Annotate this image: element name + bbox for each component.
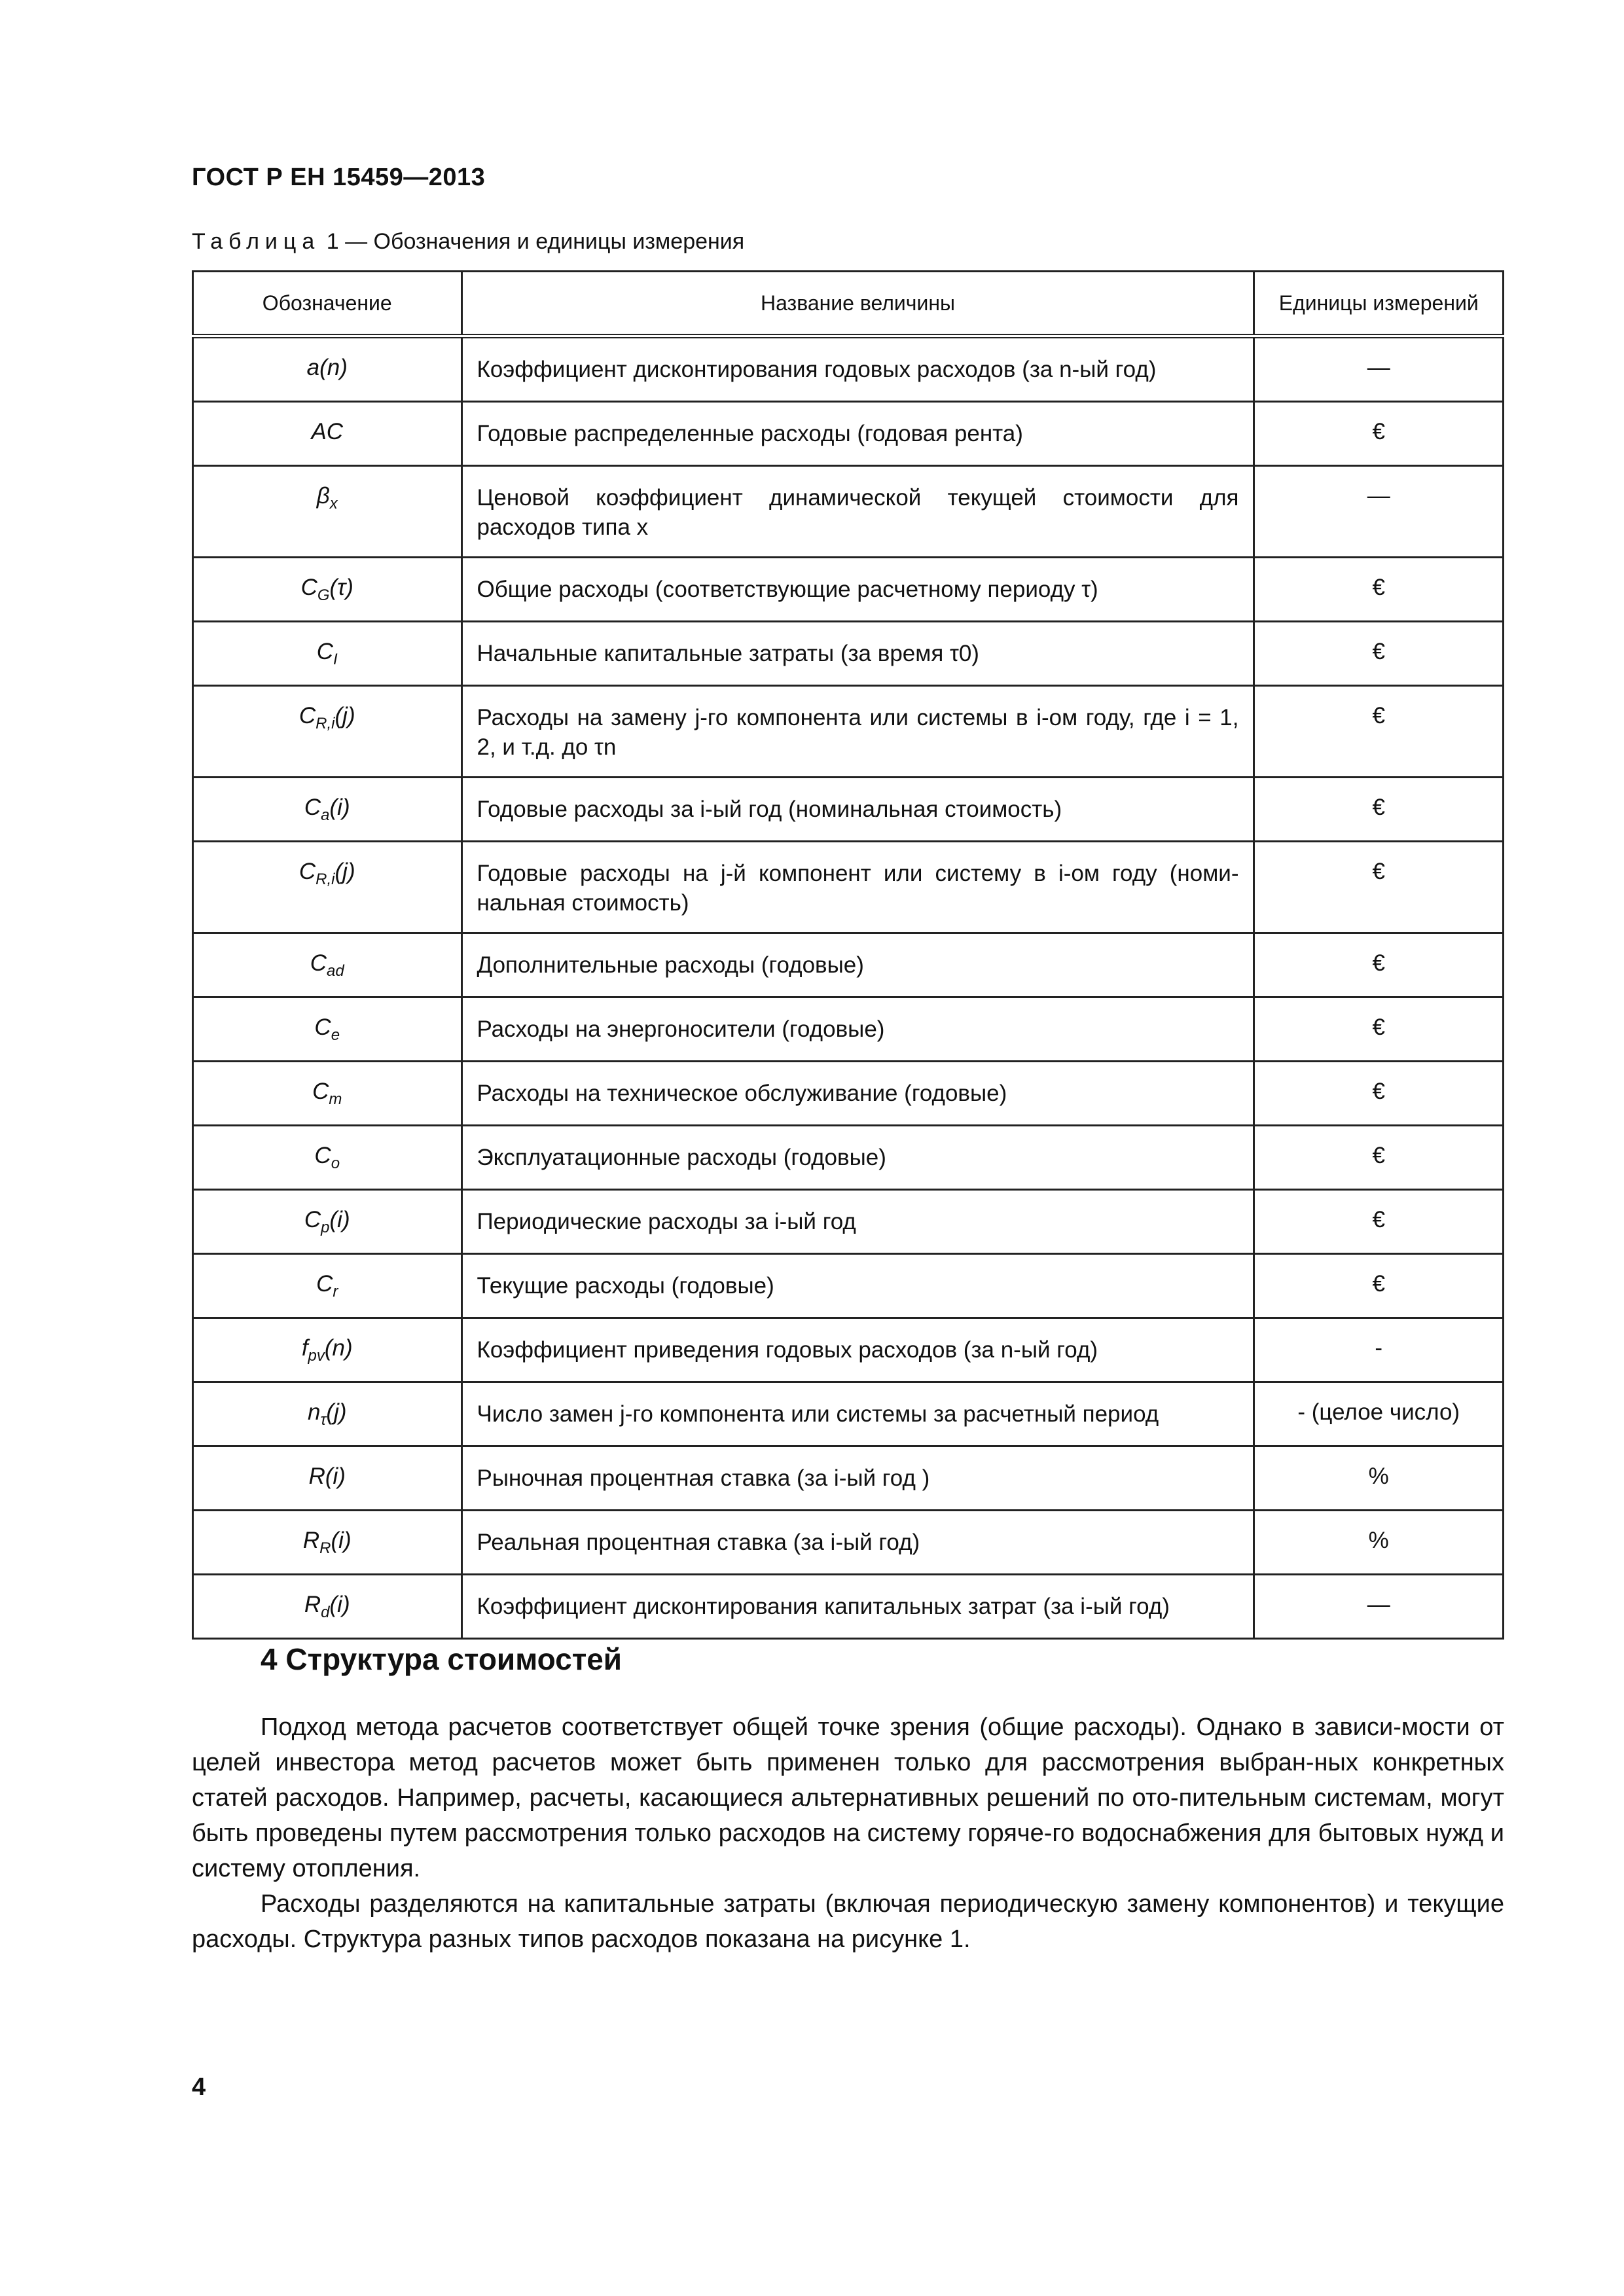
unit-cell: € [1254, 1190, 1504, 1254]
symbol-cell [193, 686, 462, 778]
unit-cell: % [1254, 1446, 1504, 1511]
unit-cell: € [1254, 933, 1504, 997]
table-row [193, 1254, 1504, 1318]
symbol-argument: (j) [334, 703, 355, 728]
symbol-argument: (i) [329, 1207, 350, 1232]
symbol-argument: (i) [329, 1592, 350, 1617]
symbol-subscript: R,i [316, 715, 335, 732]
table-row [193, 842, 1504, 933]
symbol-main: C [314, 1143, 331, 1168]
symbol-main: C [300, 575, 317, 600]
symbol-cell [193, 778, 462, 842]
table-row [193, 1575, 1504, 1639]
quantity-name-cell: Коэффициент дисконтирования годовых расходов (за n-ый год) [461, 336, 1254, 402]
symbol-cell [193, 997, 462, 1062]
unit-cell: € [1254, 686, 1504, 778]
table-caption [192, 229, 744, 255]
table-row [193, 933, 1504, 997]
quantity-name-cell: Годовые распределенные расходы (годовая рента) [461, 402, 1254, 466]
paragraph: Расходы разделяются на капитальные затраты (включая периодическую замену компонентов) и текущие расходы. Структура разных типов расходов показана на рисунке 1. [192, 1890, 1504, 1953]
symbol-main: C [304, 1207, 321, 1232]
table-row [193, 686, 1504, 778]
quantity-name-cell: Начальные капитальные затраты (за время τ0) [461, 622, 1254, 686]
symbol-subscript: ad [327, 962, 344, 980]
symbol-subscript: pv [308, 1347, 325, 1365]
symbol-main: C [298, 703, 316, 728]
symbol-subscript: G [317, 586, 330, 604]
table-row [193, 1190, 1504, 1254]
symbol-cell [193, 1190, 462, 1254]
unit-cell: - [1254, 1318, 1504, 1382]
section-title: 4 Структура стоимостей [261, 1642, 623, 1676]
unit-cell: € [1254, 778, 1504, 842]
symbol-cell [193, 622, 462, 686]
unit-cell: — [1254, 466, 1504, 558]
table-caption-label: Таблица [192, 229, 321, 254]
symbol-main: C [316, 639, 334, 664]
symbol-cell [193, 933, 462, 997]
quantity-name-cell: Годовые расходы за i-ый год (номинальная стоимость) [461, 778, 1254, 842]
symbol-cell [193, 1446, 462, 1511]
table-row [193, 1318, 1504, 1382]
quantity-name-cell: Расходы на замену j-го компонента или системы в i-ом году, где i = 1, 2, и т.д. до τn [461, 686, 1254, 778]
unit-cell: € [1254, 622, 1504, 686]
quantity-name-cell: Эксплуатационные расходы (годовые) [461, 1126, 1254, 1190]
table-row [193, 1062, 1504, 1126]
quantity-name-cell: Рыночная процентная ставка (за i-ый год ) [461, 1446, 1254, 1511]
symbol-main: f [301, 1335, 308, 1361]
unit-cell: € [1254, 1254, 1504, 1318]
unit-cell: % [1254, 1511, 1504, 1575]
symbol-main: C [310, 950, 327, 976]
symbol-cell [193, 1318, 462, 1382]
table-body [193, 336, 1504, 1639]
unit-cell: € [1254, 558, 1504, 622]
symbols-table [192, 270, 1504, 1640]
unit-cell: - (целое число) [1254, 1382, 1504, 1446]
column-header-name: Название величины [461, 272, 1254, 336]
table-row [193, 622, 1504, 686]
symbol-subscript: I [333, 651, 338, 668]
symbol-main: C [316, 1271, 333, 1297]
symbol-argument: (j) [334, 859, 355, 884]
paragraph: Подход метода расчетов соответствует общей точке зрения (общие расходы). Однако в зависи-мости от целей инвестора метод расчетов может быть применен только для рассмотрения выбран-ных конкретных статей расходов. Например, расчеты, касающиеся альтернативных решений по ото-пительным системам, могут быть проведены путем рассмотрения только расходов на систему горяче-го водоснабжения для бытовых нужд и систему отопления. [192, 1713, 1504, 1882]
unit-cell: € [1254, 842, 1504, 933]
table-row [193, 1446, 1504, 1511]
quantity-name-cell: Число замен j-го компонента или системы за расчетный период [461, 1382, 1254, 1446]
symbol-argument: (i) [329, 795, 350, 820]
symbol-subscript: d [321, 1604, 330, 1621]
symbol-subscript: m [329, 1090, 342, 1108]
quantity-name-cell: Коэффициент приведения годовых расходов (за n-ый год) [461, 1318, 1254, 1382]
quantity-name-cell: Текущие расходы (годовые) [461, 1254, 1254, 1318]
table-row [193, 466, 1504, 558]
table-row [193, 1126, 1504, 1190]
symbol-cell [193, 1511, 462, 1575]
symbol-main: R(i) [308, 1463, 346, 1489]
symbol-argument: (i) [331, 1528, 352, 1553]
symbol-cell [193, 1062, 462, 1126]
symbol-main: C [314, 1014, 331, 1040]
unit-cell: € [1254, 402, 1504, 466]
symbol-cell [193, 1382, 462, 1446]
symbol-main: AC [311, 419, 344, 444]
unit-cell: € [1254, 1062, 1504, 1126]
symbol-argument: (n) [324, 1335, 353, 1361]
table-caption-text: 1 — Обозначения и единицы измерения [320, 229, 745, 254]
table-row [193, 1382, 1504, 1446]
symbol-main: a(n) [306, 355, 348, 380]
symbol-cell [193, 336, 462, 402]
quantity-name-cell: Периодические расходы за i-ый год [461, 1190, 1254, 1254]
symbol-main: C [298, 859, 316, 884]
table-row [193, 336, 1504, 402]
unit-cell: € [1254, 997, 1504, 1062]
unit-cell: € [1254, 1126, 1504, 1190]
quantity-name-cell: Общие расходы (соответствующие расчетному периоду τ) [461, 558, 1254, 622]
symbol-main: R [304, 1592, 321, 1617]
symbol-main: n [307, 1399, 321, 1425]
column-header-units: Единицы измерений [1254, 272, 1504, 336]
table-row [193, 402, 1504, 466]
table-row [193, 558, 1504, 622]
quantity-name-cell: Расходы на энергоносители (годовые) [461, 997, 1254, 1062]
symbol-main: R [302, 1528, 320, 1553]
quantity-name-cell: Дополнительные расходы (годовые) [461, 933, 1254, 997]
symbol-cell [193, 1126, 462, 1190]
quantity-name-cell: Расходы на техническое обслуживание (годовые) [461, 1062, 1254, 1126]
unit-cell: — [1254, 1575, 1504, 1639]
quantity-name-cell: Реальная процентная ставка (за i-ый год) [461, 1511, 1254, 1575]
symbol-cell [193, 558, 462, 622]
symbol-subscript: a [321, 806, 330, 824]
table-row [193, 1511, 1504, 1575]
symbol-cell [193, 842, 462, 933]
symbol-main: C [312, 1079, 329, 1104]
table-row [193, 778, 1504, 842]
symbol-subscript: e [331, 1026, 340, 1044]
table-header-row [193, 272, 1504, 336]
symbol-main: C [304, 795, 321, 820]
symbol-main: β [316, 483, 330, 509]
page-number: 4 [192, 2073, 206, 2101]
symbol-argument: (j) [326, 1399, 347, 1425]
symbol-subscript: p [321, 1219, 330, 1236]
symbol-subscript: τ [320, 1411, 327, 1429]
document-code-header: ГОСТ Р ЕН 15459—2013 [192, 164, 486, 191]
quantity-name-cell: Годовые расходы на j-й компонент или систему в i-ом году (номи-нальная стоимость) [461, 842, 1254, 933]
symbol-cell [193, 466, 462, 558]
column-header-symbol: Обозначение [193, 272, 462, 336]
symbol-argument: (τ) [329, 575, 353, 600]
quantity-name-cell: Коэффициент дисконтирования капитальных затрат (за i-ый год) [461, 1575, 1254, 1639]
symbol-subscript: o [331, 1155, 340, 1172]
table-row [193, 997, 1504, 1062]
symbol-cell [193, 1254, 462, 1318]
quantity-name-cell: Ценовой коэффициент динамической текущей стоимости для расходов типа x [461, 466, 1254, 558]
unit-cell: — [1254, 336, 1504, 402]
symbol-subscript: x [329, 495, 338, 512]
symbol-cell [193, 402, 462, 466]
symbol-subscript: r [333, 1283, 338, 1300]
symbol-subscript: R,i [316, 870, 335, 888]
section-body [192, 1710, 1504, 1957]
symbol-subscript: R [319, 1539, 331, 1557]
symbol-cell [193, 1575, 462, 1639]
